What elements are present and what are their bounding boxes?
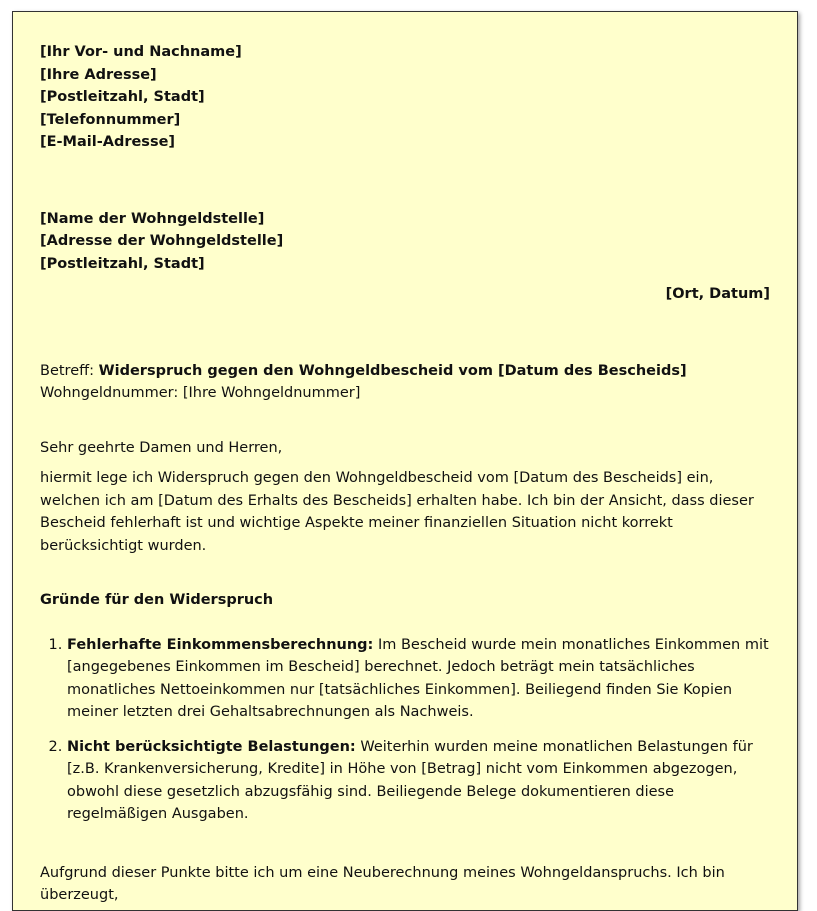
recipient-block: [40, 208, 770, 276]
reason-text: Weiterhin wurden meine monatlichen Belastungen für [z.B. Krankenversicherung, Kredite] in Höhe von [Betrag] nicht vom Einkommen abgezogen, obwohl diese gesetzlich abzugsfähig sind. Beiliegende Belege dokumentieren diese regelmäßigen Ausgaben.: [67, 738, 753, 822]
letter-page: [12, 11, 798, 911]
reason-item: [67, 736, 770, 826]
sender-address: [Ihre Adresse]: [40, 66, 157, 83]
reason-item: [67, 634, 770, 724]
sender-block: [40, 41, 770, 154]
subject-line: [40, 360, 770, 383]
reasons-heading: Gründe für den Widerspruch: [40, 592, 274, 608]
recipient-address: [Adresse der Wohngeldstelle]: [40, 233, 284, 249]
subject-text: Widerspruch gegen den Wohngeldbescheid vom [Datum des Bescheids]: [98, 362, 687, 379]
recipient-name: [Name der Wohngeldstelle]: [40, 210, 265, 227]
subject-block: [40, 360, 770, 405]
closing-paragraph: Aufgrund dieser Punkte bitte ich um eine Neuberechnung meines Wohngeldanspruchs. Ich bin überzeugt,: [40, 864, 725, 903]
salutation: Sehr geehrte Damen und Herren,: [40, 439, 283, 456]
recipient-city: [Postleitzahl, Stadt]: [40, 255, 205, 272]
sender-name: [Ihr Vor- und Nachname]: [40, 44, 242, 60]
sender-email: [E-Mail-Adresse]: [40, 134, 176, 150]
reason-text: Im Bescheid wurde mein monatliches Einkommen mit [angegebenes Einkommen im Bescheid] berechnet. Jedoch beträgt mein tatsächliches monatliches Nettoeinkommen nur [tatsächliches Einkommen]. Beiliegend finden Sie Kopien meiner letzten drei Gehaltsabrechnungen als Nachweis.: [67, 636, 769, 720]
sender-city: [Postleitzahl, Stadt]: [40, 89, 205, 105]
place-date: [Ort, Datum]: [665, 286, 770, 302]
reason-title: Nicht berücksichtigte Belastungen:: [67, 738, 356, 755]
reasons-list: [40, 634, 770, 826]
housing-benefit-number: Wohngeldnummer: [Ihre Wohngeldnummer]: [40, 385, 361, 401]
subject-label: Betreff:: [40, 362, 99, 379]
intro-paragraph: hiermit lege ich Widerspruch gegen den Wohngeldbescheid vom [Datum des Bescheids] ein, welchen ich am [Datum des Erhalts des Bescheids] erhalten habe. Ich bin der Ansicht, dass dieser Bescheid fehlerhaft ist und wichtige Aspekte meiner finanziellen Situation nicht korrekt berücksichtigt wurden.: [40, 470, 754, 554]
sender-phone: [Telefonnummer]: [40, 111, 181, 128]
reason-title: Fehlerhafte Einkommensberechnung:: [67, 636, 374, 653]
